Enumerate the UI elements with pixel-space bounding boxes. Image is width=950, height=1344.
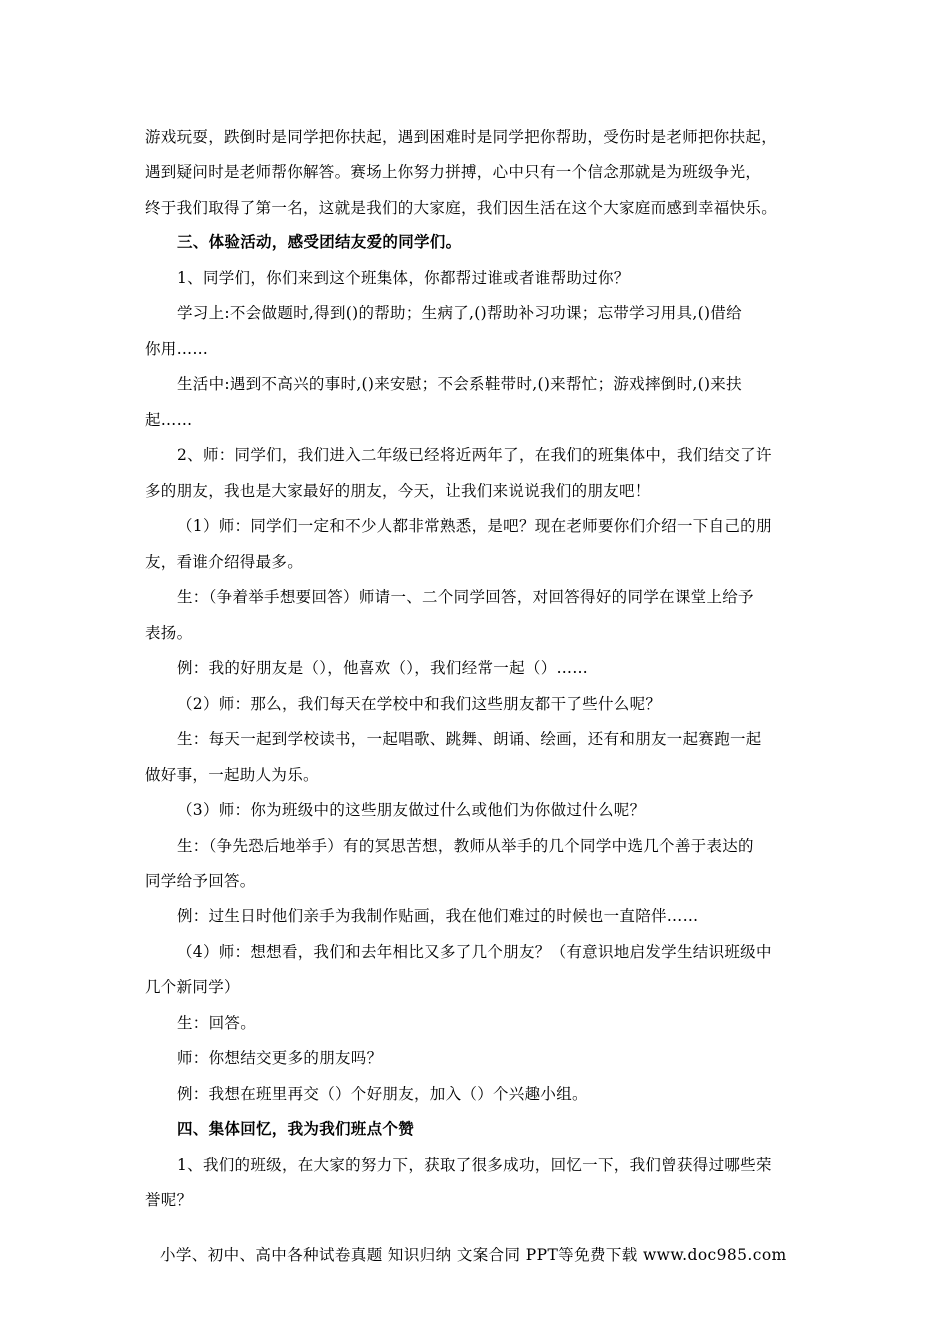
text-line: 游戏玩耍，跌倒时是同学把你扶起，遇到困难时是同学把你帮助，受伤时是老师把你扶起， [145, 128, 778, 146]
text-line: 1、同学们，你们来到这个班集体，你都帮过谁或者谁帮助过你？ [177, 269, 630, 287]
text-line: 生：（争着举手想要回答）师请一、二个同学回答，对回答得好的同学在课堂上给予 [177, 588, 754, 606]
text-line: 多的朋友，我也是大家最好的朋友，今天，让我们来说说我们的朋友吧！ [145, 482, 651, 500]
text-line: 几个新同学） [145, 978, 240, 996]
text-line: 生：回答。 [177, 1014, 257, 1032]
text-line: 起…… [145, 411, 193, 429]
footer-text: 小学、初中、高中各种试卷真题 知识归纳 文案合同 PPT等免费下载 www.doc985.com [160, 1246, 787, 1264]
text-line: 生活中:遇到不高兴的事时,()来安慰；不会系鞋带时,()来帮忙；游戏摔倒时,()来扶 [177, 375, 742, 393]
text-line: （3）师：你为班级中的这些朋友做过什么或他们为你做过什么呢？ [177, 801, 646, 819]
text-line: 例：过生日时他们亲手为我制作贴画，我在他们难过的时候也一直陪伴…… [177, 907, 699, 925]
text-line: 誉呢？ [145, 1191, 193, 1209]
section-heading: 四、集体回忆，我为我们班点个赞 [177, 1119, 415, 1138]
section-heading: 三、体验活动，感受团结友爱的同学们。 [177, 232, 462, 251]
text-line: （1）师：同学们一定和不少人都非常熟悉，是吧？现在老师要你们介绍一下自己的朋 [177, 517, 772, 535]
text-line: 做好事，一起助人为乐。 [145, 766, 319, 784]
text-line: 师：你想结交更多的朋友吗？ [177, 1049, 383, 1067]
text-line: 2、师：同学们，我们进入二年级已经将近两年了，在我们的班集体中，我们结交了许 [177, 446, 772, 464]
text-line: 遇到疑问时是老师帮你解答。赛场上你努力拼搏，心中只有一个信念那就是为班级争光， [145, 163, 762, 181]
text-line: 你用…… [145, 340, 209, 358]
text-line: 同学给予回答。 [145, 872, 256, 890]
text-line: 生：（争先恐后地举手）有的冥思苦想，教师从举手的几个同学中选几个善于表达的 [177, 837, 754, 855]
text-line: 表扬。 [145, 624, 193, 642]
text-line: 终于我们取得了第一名，这就是我们的大家庭，我们因生活在这个大家庭而感到幸福快乐。 [145, 199, 778, 217]
text-line: 例：我想在班里再交（）个好朋友，加入（）个兴趣小组。 [177, 1085, 588, 1103]
text-line: 生：每天一起到学校读书，一起唱歌、跳舞、朗诵、绘画，还有和朋友一起赛跑一起 [177, 730, 762, 748]
text-line: 学习上:不会做题时,得到()的帮助；生病了,()帮助补习功课；忘带学习用具,()借给 [177, 304, 742, 322]
text-line: （4）师：想想看，我们和去年相比又多了几个朋友？（有意识地启发学生结识班级中 [177, 943, 772, 961]
text-line: 1、我们的班级，在大家的努力下，获取了很多成功，回忆一下，我们曾获得过哪些荣 [177, 1156, 772, 1174]
text-line: （2）师：那么，我们每天在学校中和我们这些朋友都干了些什么呢？ [177, 695, 662, 713]
text-line: 例：我的好朋友是（），他喜欢（），我们经常一起（）…… [177, 659, 589, 677]
text-line: 友，看谁介绍得最多。 [145, 553, 304, 571]
